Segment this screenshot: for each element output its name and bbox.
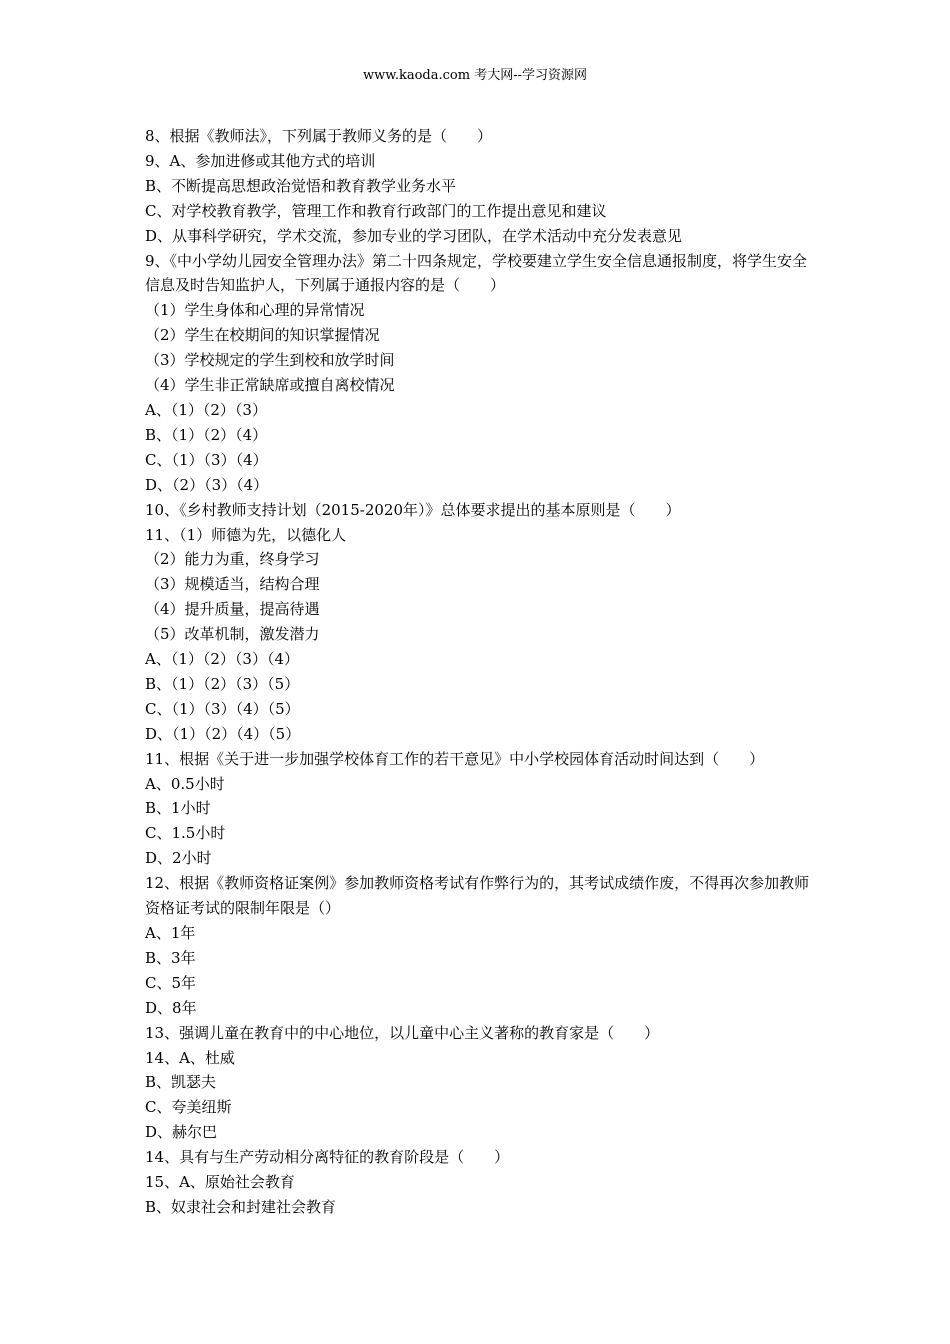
option-d: D、赫尔巴 xyxy=(145,1123,218,1142)
option-d: D、从事科学研究，学术交流，参加专业的学习团队，在学术活动中充分发表意见 xyxy=(145,226,683,245)
question-13-stem: 13、强调儿童在教育中的中心地位，以儿童中心主义著称的教育家是（ ） xyxy=(145,1023,660,1042)
document-body xyxy=(145,124,813,1220)
option-a: A、（1）（2）（3）（4） xyxy=(145,650,300,669)
option-d: D、2小时 xyxy=(145,849,212,868)
question-14-stem: 14、具有与生产劳动相分离特征的教育阶段是（ ） xyxy=(145,1148,510,1167)
option-b: B、凯瑟夫 xyxy=(145,1073,217,1092)
statement-4: （4）学生非正常缺席或擅自离校情况 xyxy=(145,376,395,395)
option-c: C、1.5小时 xyxy=(145,824,226,843)
question-8-stem: 8、根据《教师法》，下列属于教师义务的是（ ） xyxy=(145,127,493,145)
option-c: C、（1）（3）（4） xyxy=(145,450,268,469)
statement-2: （2）学生在校期间的知识掌握情况 xyxy=(145,326,380,345)
statement-1: 11、（1）师德为先，以德化人 xyxy=(145,525,347,544)
question-9-stem: 9、《中小学幼儿园安全管理办法》第二十四条规定，学校要建立学生安全信息通报制度，将学生安全信息及时告知监护人，下列属于通报内容的是（ ） xyxy=(145,251,808,295)
statement-2: （2）能力为重，终身学习 xyxy=(145,550,320,569)
option-a: 15、A、原始社会教育 xyxy=(145,1173,295,1192)
option-b: B、（1）（2）（3）（5） xyxy=(145,674,300,693)
option-b: B、不断提高思想政治觉悟和教育教学业务水平 xyxy=(145,176,457,195)
option-a: 14、A、杜威 xyxy=(145,1048,235,1067)
option-a: A、1年 xyxy=(145,924,196,942)
statement-3: （3）学校规定的学生到校和放学时间 xyxy=(145,351,395,370)
option-c: C、对学校教育教学，管理工作和教育行政部门的工作提出意见和建议 xyxy=(145,201,607,220)
statement-1: （1）学生身体和心理的异常情况 xyxy=(145,301,365,320)
option-b: B、（1）（2）（4） xyxy=(145,425,268,444)
question-11-stem: 11、根据《关于进一步加强学校体育工作的若干意见》中小学校园体育活动时间达到（ ） xyxy=(145,749,765,768)
question-12-stem: 12、根据《教师资格证案例》参加教师资格考试有作弊行为的，其考试成绩作废，不得再次参加教师资格证考试的限制年限是（） xyxy=(145,874,810,918)
statement-4: （4）提升质量，提高待遇 xyxy=(145,600,320,619)
option-c: C、（1）（3）（4）（5） xyxy=(145,699,300,718)
question-10-stem: 10、《乡村教师支持计划（2015-2020年）》总体要求提出的基本原则是（ ） xyxy=(145,500,681,519)
option-a: A、（1）（2）（3） xyxy=(145,400,267,419)
statement-5: （5）改革机制，激发潜力 xyxy=(145,625,320,644)
option-d: D、（2）（3）（4） xyxy=(145,475,269,494)
option-a: A、0.5小时 xyxy=(145,774,225,793)
option-b: B、奴隶社会和封建社会教育 xyxy=(145,1197,337,1216)
option-c: C、夸美纽斯 xyxy=(145,1098,232,1117)
option-d: D、（1）（2）（4）（5） xyxy=(145,724,301,743)
option-b: B、1小时 xyxy=(145,799,211,818)
statement-3: （3）规模适当，结构合理 xyxy=(145,575,320,594)
page-header: www.kaoda.com 考大网--学习资源网 xyxy=(363,68,587,83)
option-b: B、3年 xyxy=(145,948,196,967)
option-c: C、5年 xyxy=(145,973,197,992)
option-d: D、8年 xyxy=(145,998,197,1017)
option-a: 9、A、参加进修或其他方式的培训 xyxy=(145,151,376,170)
